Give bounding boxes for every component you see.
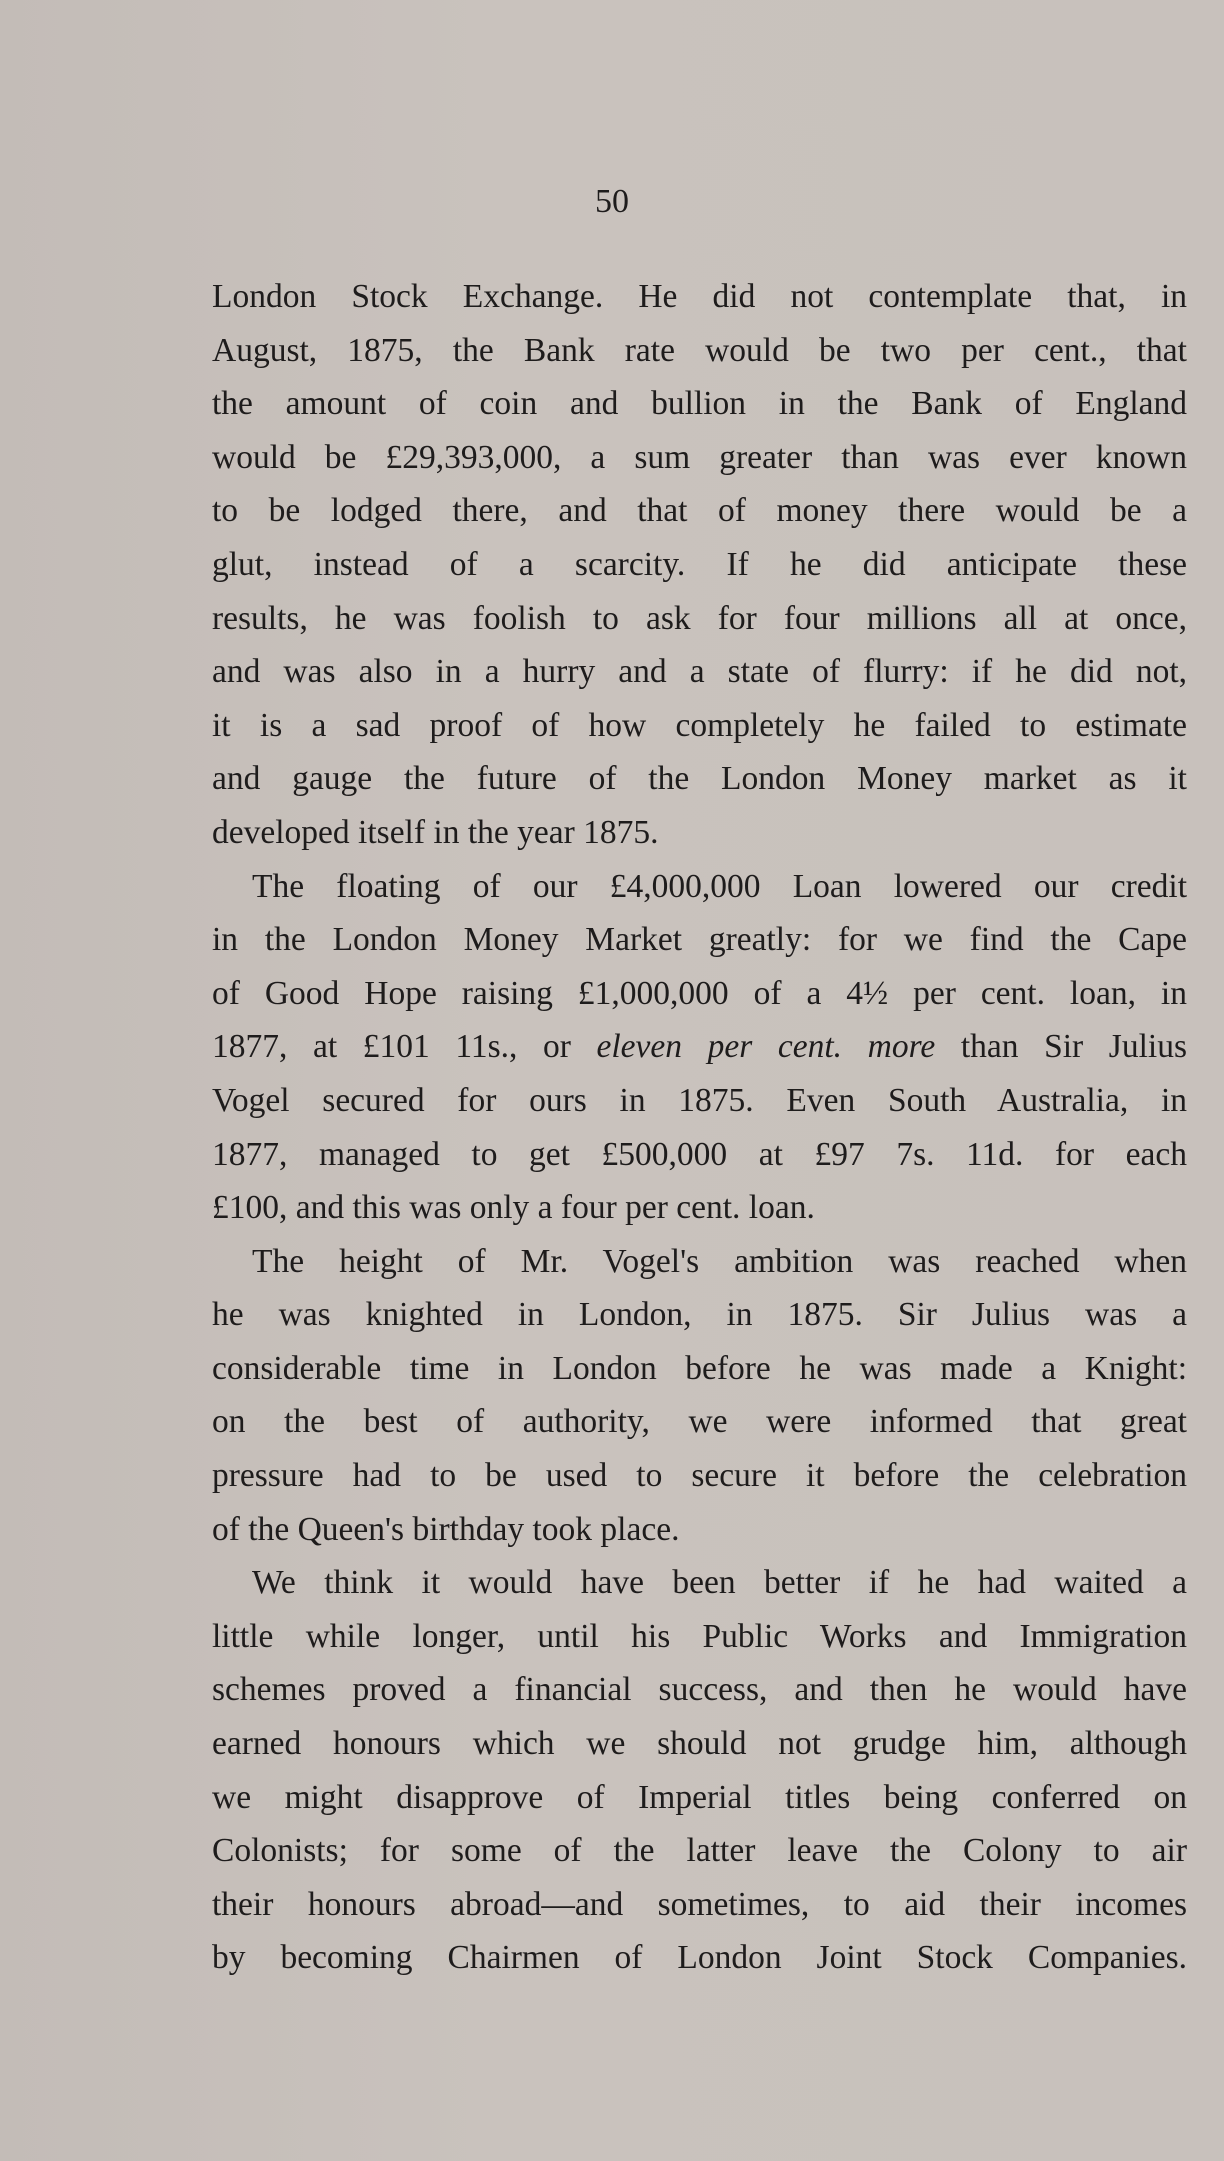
text-line: of the Queen's birthday took place. [212, 1510, 680, 1548]
text-line: £100, and this was only a four per cent. loan. [212, 1189, 815, 1227]
text-line: the amount of coin and bullion in the Bank of England [212, 385, 1187, 423]
text-line: would be £29,393,000, a sum greater than was ever known [212, 438, 1187, 476]
text-line: and gauge the future of the London Money market as it [212, 760, 1187, 798]
text-line: we might disapprove of Imperial titles being conferred on [212, 1778, 1187, 1816]
text-fragment: than Sir Julius [935, 1028, 1187, 1066]
text-line: to be lodged there, and that of money there would be a [212, 492, 1187, 530]
text-line: earned honours which we should not grudge him, although [212, 1725, 1187, 1763]
italic-emphasis: eleven per cent. more [596, 1028, 936, 1066]
text-line: he was knighted in London, in 1875. Sir Julius was a [212, 1296, 1187, 1334]
text-line: schemes proved a financial success, and then he would have [212, 1671, 1187, 1709]
text-line: We think it would have been better if he had waited a [252, 1564, 1187, 1602]
text-line: on the best of authority, we were informed that great [212, 1403, 1187, 1441]
text-line: London Stock Exchange. He did not contemplate that, in [212, 278, 1187, 315]
text-line: Vogel secured for ours in 1875. Even South Australia, in [212, 1081, 1187, 1119]
text-fragment: 1877, at £101 11s., or [212, 1028, 597, 1066]
text-line: pressure had to be used to secure it before the celebration [212, 1457, 1187, 1495]
text-line: developed itself in the year 1875. [212, 813, 659, 851]
text-line: 1877, managed to get £500,000 at £97 7s. 11d. for each [212, 1135, 1187, 1173]
text-line: and was also in a hurry and a state of flurry: if he did not, [212, 653, 1187, 691]
text-line: in the London Money Market greatly: for we find the Cape [212, 921, 1187, 959]
page-number: 50 [595, 183, 629, 220]
text-line: The floating of our £4,000,000 Loan lowered our credit [252, 867, 1187, 905]
text-line: considerable time in London before he was made a Knight: [212, 1349, 1187, 1387]
text-line: of Good Hope raising £1,000,000 of a 4½ per cent. loan, in [212, 974, 1187, 1012]
text-line: by becoming Chairmen of London Joint Stock Companies. [212, 1939, 1187, 1977]
text-line: their honours abroad—and sometimes, to aid their incomes [212, 1885, 1187, 1923]
text-line: The height of Mr. Vogel's ambition was reached when [252, 1242, 1187, 1280]
text-line: Colonists; for some of the latter leave the Colony to air [212, 1832, 1187, 1870]
text-line: it is a sad proof of how completely he failed to estimate [212, 706, 1187, 744]
text-line: results, he was foolish to ask for four millions all at once, [212, 599, 1187, 637]
text-line: August, 1875, the Bank rate would be two per cent., that [212, 331, 1187, 369]
text-line [212, 1020, 1187, 1074]
text-line: glut, instead of a scarcity. If he did anticipate these [212, 545, 1187, 583]
body-text [212, 270, 1187, 1985]
text-line: little while longer, until his Public Works and Immigration [212, 1617, 1187, 1655]
